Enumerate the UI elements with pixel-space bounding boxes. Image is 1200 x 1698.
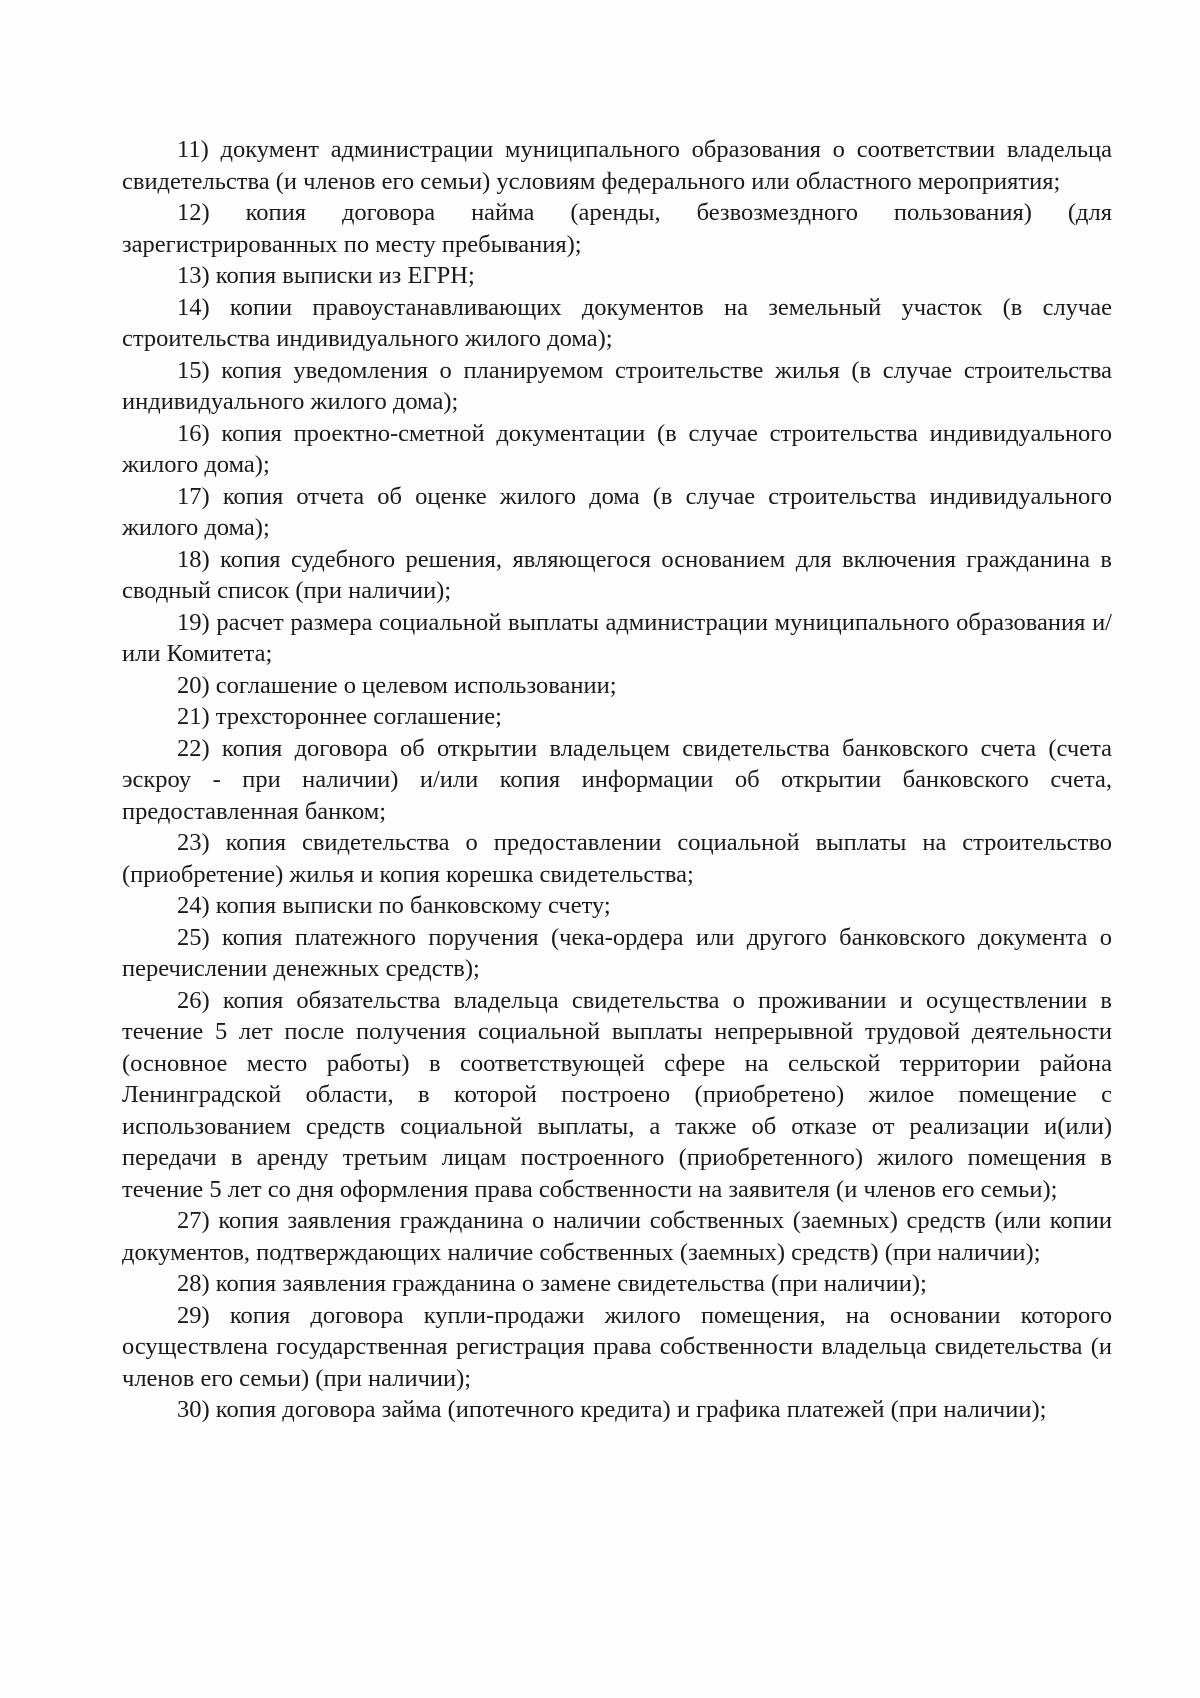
- list-item: 13) копия выписки из ЕГРН;: [177, 262, 475, 289]
- list-item: 28) копия заявления гражданина о замене свидетельства (при наличии);: [177, 1270, 927, 1297]
- list-item: 18) копия судебного решения, являющегося основанием для включения гражданина в сводный список (при наличии);: [122, 545, 1112, 604]
- list-item: 22) копия договора об открытии владельцем свидетельства банковского счета (счета эскроу - при наличии) и/или копия информации об открытии банковского счета, предоставленная банком;: [122, 734, 1112, 825]
- list-item: 16) копия проектно-сметной документации (в случае строительства индивидуального жилого дома);: [122, 419, 1112, 478]
- list-item: 27) копия заявления гражданина о наличии собственных (заемных) средств (или копии документов, подтверждающих наличие собственных (заемных) средств) (при наличии);: [122, 1207, 1112, 1266]
- list-item: 24) копия выписки по банковскому счету;: [177, 892, 611, 919]
- list-item: 23) копия свидетельства о предоставлении социальной выплаты на строительство (приобретение) жилья и копия корешка свидетельства;: [122, 829, 1112, 888]
- list-item: 29) копия договора купли-продажи жилого помещения, на основании которого осуществлена государственная регистрация права собственности владельца свидетельства (и членов его семьи) (при наличии);: [122, 1301, 1112, 1392]
- document-body: [122, 134, 1112, 1426]
- list-item: 26) копия обязательства владельца свидетельства о проживании и осуществлении в течение 5 лет после получения социальной выплаты непрерывной трудовой деятельности (основное место работы) в соответствующей сфере на сельской территории района Ленинградской области, в которой построено (приобретено) жилое помещение с использованием средств социальной выплаты, а также об отказе от реализации и(или) передачи в аренду третьим лицам построенного (приобретенного) жилого помещения в течение 5 лет со дня оформления права собственности на заявителя (и членов его семьи);: [122, 986, 1112, 1203]
- list-item: 12) копия договора найма (аренды, безвозмездного пользования) (для зарегистрированных по месту пребывания);: [122, 199, 1112, 258]
- list-item: 20) соглашение о целевом использовании;: [177, 671, 617, 699]
- list-item: 15) копия уведомления о планируемом строительстве жилья (в случае строительства индивидуального жилого дома);: [122, 356, 1112, 415]
- list-item: 30) копия договора займа (ипотечного кредита) и графика платежей (при наличии);: [177, 1396, 1047, 1423]
- list-item: 14) копии правоустанавливающих документов на земельный участок (в случае строительства индивидуального жилого дома);: [122, 293, 1112, 352]
- list-item: 17) копия отчета об оценке жилого дома (в случае строительства индивидуального жилого дома);: [122, 482, 1112, 541]
- list-item: 21) трехстороннее соглашение;: [177, 703, 502, 730]
- list-item: 11) документ администрации муниципального образования о соответствии владельца свидетельства (и членов его семьи) условиям федерального или областного мероприятия;: [122, 136, 1112, 195]
- list-item: 19) расчет размера социальной выплаты администрации муниципального образования и/или Комитета;: [122, 608, 1112, 667]
- list-item: 25) копия платежного поручения (чека-ордера или другого банковского документа о перечислении денежных средств);: [122, 923, 1112, 982]
